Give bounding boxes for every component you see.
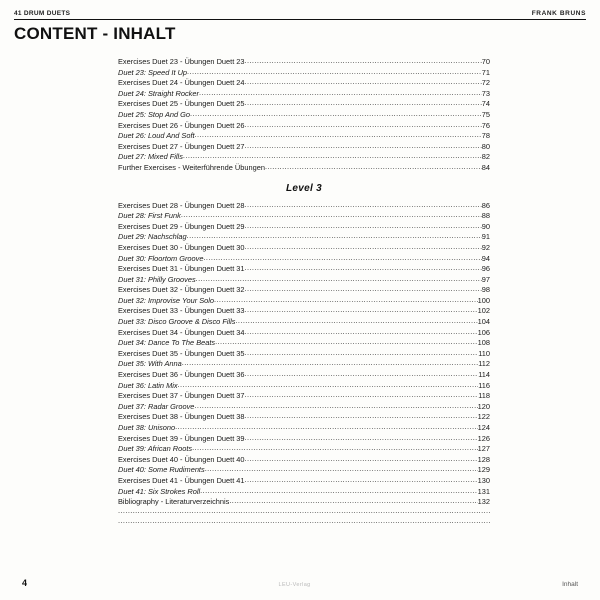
toc-entry-label: Exercises Duet 26 - Übungen Duett 26 <box>118 120 245 130</box>
leader-dots <box>245 58 482 67</box>
leader-dots <box>199 89 482 98</box>
leader-dots <box>245 79 482 88</box>
leader-dots <box>245 477 478 486</box>
leader-dots <box>245 100 482 109</box>
list-item[interactable] <box>118 110 490 121</box>
list-item[interactable] <box>118 497 490 508</box>
list-item[interactable] <box>118 381 490 392</box>
toc-entry-label: Exercises Duet 24 - Übungen Duett 24 <box>118 78 245 88</box>
toc-entry-label: Duet 32: Improvise Your Solo <box>118 295 214 305</box>
leader-dots <box>245 121 482 130</box>
toc-entry-label: Exercises Duet 37 - Übungen Duett 37 <box>118 391 245 401</box>
list-item[interactable] <box>118 434 490 445</box>
toc-entry-page: 108 <box>477 338 490 348</box>
leader-dots <box>245 455 478 464</box>
toc-entry-label: Exercises Duet 27 - Übungen Duett 27 <box>118 141 245 151</box>
toc-entry-page: 88 <box>481 211 490 221</box>
leader-dots <box>181 212 482 221</box>
toc-entry-label: Exercises Duet 30 - Übungen Duett 30 <box>118 242 245 252</box>
list-item[interactable] <box>118 296 490 307</box>
toc-entry-page: 73 <box>481 88 490 98</box>
toc-entry-label: Exercises Duet 39 - Übungen Duett 39 <box>118 433 245 443</box>
toc-entry-page: 120 <box>477 401 490 411</box>
toc-entry-page: 71 <box>481 67 490 77</box>
toc-entry-page: 75 <box>481 109 490 119</box>
toc-entry-page: 96 <box>481 264 490 274</box>
leader-dots <box>187 68 482 77</box>
toc-entry-label: Bibliography - Literaturverzeichnis <box>118 497 230 507</box>
toc-entry-page: 98 <box>481 285 490 295</box>
list-item[interactable] <box>118 131 490 142</box>
list-item[interactable] <box>118 328 490 339</box>
toc-entry-label: Duet 30: Floortom Groove <box>118 253 204 263</box>
leader-dots <box>178 381 479 390</box>
leader-dots <box>265 164 482 173</box>
toc-entry-page: 106 <box>477 327 490 337</box>
toc-entry-label: Duet 40: Some Rudiments <box>118 465 205 475</box>
toc-entry-label: Exercises Duet 33 - Übungen Duett 33 <box>118 306 245 316</box>
leader-dots <box>245 349 479 358</box>
footer-page-number: 4 <box>22 578 28 588</box>
toc-entry-page: 124 <box>477 423 490 432</box>
toc-entry-label: Exercises Duet 23 - Übungen Duett 23 <box>118 57 245 66</box>
toc-entry-page: 78 <box>481 131 490 141</box>
leader-dots <box>245 328 478 337</box>
leader-dots <box>245 413 478 422</box>
toc-entry-page: 82 <box>481 152 490 162</box>
toc-entry-page: 128 <box>477 454 490 464</box>
toc-entry-label: Duet 24: Straight Rocker <box>118 88 199 98</box>
toc-entry-page: 110 <box>478 348 490 358</box>
toc-entry-label: Duet 39: African Roots <box>118 444 193 454</box>
list-item[interactable] <box>118 275 490 286</box>
toc-entry-page: 84 <box>481 162 490 172</box>
page-header <box>14 10 586 20</box>
toc-entry-label: Further Exercises - Weiterführende Übungen <box>118 162 265 172</box>
leader-dots <box>245 244 482 253</box>
list-item[interactable] <box>118 201 490 212</box>
toc-section-continued <box>118 57 490 174</box>
leader-dots <box>118 518 490 527</box>
toc-entry-label: Duet 35: With Anna <box>118 359 182 369</box>
toc-entry-label: Exercises Duet 34 - Übungen Duett 34 <box>118 327 245 337</box>
toc-entry-label: Duet 25: Stop And Go <box>118 109 191 119</box>
list-item[interactable] <box>118 99 490 110</box>
list-item[interactable] <box>118 222 490 233</box>
header-author: FRANK BRUNS <box>531 10 586 17</box>
toc-entry-label: Duet 41: Six Strokes Roll <box>118 486 201 496</box>
leader-dots <box>200 487 478 496</box>
leader-dots <box>245 265 482 274</box>
toc-entry-label: Exercises Duet 35 - Übungen Duett 35 <box>118 348 245 358</box>
toc-entry-page: 90 <box>481 221 490 231</box>
toc-entry-page: 129 <box>477 465 490 475</box>
leader-dots <box>245 434 478 443</box>
footer-section-label: Inhalt <box>562 581 578 588</box>
list-item[interactable] <box>118 391 490 402</box>
toc-entry-page: 74 <box>481 99 490 109</box>
toc-entry-page: 94 <box>481 253 490 263</box>
leader-dots <box>183 153 482 162</box>
toc-entry-page: 102 <box>477 306 490 316</box>
leader-dots <box>215 339 478 348</box>
toc-entry-page: 131 <box>477 486 490 496</box>
list-item[interactable] <box>118 508 490 518</box>
list-item[interactable] <box>118 285 490 296</box>
list-item[interactable] <box>118 444 490 455</box>
list-item[interactable] <box>118 359 490 370</box>
leader-dots <box>245 142 482 151</box>
toc-entry-label: Exercises Duet 38 - Übungen Duett 38 <box>118 412 245 422</box>
list-item[interactable] <box>118 476 490 487</box>
toc-entry-label: Duet 37: Radar Groove <box>118 401 195 411</box>
leader-dots <box>175 424 478 433</box>
leader-dots <box>195 132 482 141</box>
toc-entry-label: Duet 28: First Funk <box>118 211 181 221</box>
toc-entry-page: 126 <box>477 433 490 443</box>
toc-entry-page: 127 <box>477 444 490 454</box>
leader-dots <box>245 222 482 231</box>
list-item[interactable] <box>118 518 490 528</box>
leader-dots <box>229 498 477 507</box>
leader-dots <box>203 254 481 263</box>
leader-dots <box>245 371 479 380</box>
leader-dots <box>235 318 477 327</box>
list-item[interactable] <box>118 412 490 423</box>
toc-entry-label: Exercises Duet 40 - Übungen Duett 40 <box>118 454 245 464</box>
list-item[interactable] <box>118 370 490 381</box>
toc-entry-page: 86 <box>481 200 490 210</box>
toc-entry-page: 130 <box>477 475 490 485</box>
list-item[interactable] <box>118 89 490 100</box>
toc-entry-page: 116 <box>478 380 490 390</box>
toc-entry-label: Duet 29: Nachschlag <box>118 232 187 242</box>
list-item[interactable] <box>118 349 490 360</box>
list-item[interactable] <box>118 121 490 132</box>
leader-dots <box>190 111 482 120</box>
leader-dots <box>192 445 478 454</box>
toc-entry-label: Duet 27: Mixed Fills <box>118 152 183 162</box>
list-item[interactable] <box>118 211 490 222</box>
list-item[interactable] <box>118 455 490 466</box>
toc-entry-label: Exercises Duet 28 - Übungen Duett 28 <box>118 200 245 210</box>
toc-entry-page: 118 <box>478 391 490 401</box>
list-item[interactable] <box>118 78 490 89</box>
toc-entry-label: Exercises Duet 32 - Übungen Duett 32 <box>118 285 245 295</box>
toc-entry-label: Duet 33: Disco Groove & Disco Fills <box>118 317 236 327</box>
list-item[interactable] <box>118 232 490 243</box>
toc-entry-label: Duet 38: Unisono <box>118 423 176 432</box>
leader-dots <box>118 508 490 517</box>
list-item[interactable] <box>118 264 490 275</box>
list-item[interactable] <box>118 163 490 174</box>
list-item[interactable] <box>118 338 490 349</box>
toc-entry-page: 72 <box>481 78 490 88</box>
toc-entry-page: 76 <box>481 120 490 130</box>
toc-entry-page: 92 <box>481 242 490 252</box>
page-footer <box>0 578 600 588</box>
toc-entry-label: Exercises Duet 36 - Übungen Duett 36 <box>118 370 245 380</box>
toc-entry-label: Duet 34: Dance To The Beats <box>118 338 216 348</box>
toc-entry-page: 91 <box>481 232 490 242</box>
leader-dots <box>245 307 478 316</box>
toc-entry-label: Exercises Duet 29 - Übungen Duett 29 <box>118 221 245 231</box>
list-item[interactable] <box>118 243 490 254</box>
list-item[interactable] <box>118 423 490 434</box>
leader-dots <box>194 402 477 411</box>
toc-entry-page: 80 <box>481 141 490 151</box>
leader-dots <box>182 360 478 369</box>
leader-dots <box>214 296 478 305</box>
toc-entry-label: Exercises Duet 41 - Übungen Duett 41 <box>118 475 245 485</box>
header-book-title: 41 DRUM DUETS <box>14 10 71 17</box>
table-of-contents <box>14 57 586 528</box>
page-title: CONTENT - INHALT <box>14 24 176 43</box>
toc-entry-label: Duet 36: Latin Mix <box>118 380 178 390</box>
toc-entry-label: Duet 23: Speed It Up <box>118 67 188 77</box>
toc-entry-page: 114 <box>478 370 490 380</box>
leader-dots <box>245 286 482 295</box>
toc-entry-page: 97 <box>481 274 490 284</box>
toc-entry-page: 122 <box>477 412 490 422</box>
toc-entry-label: Duet 26: Loud And Soft <box>118 131 195 141</box>
leader-dots <box>196 275 482 284</box>
toc-entry-page: 112 <box>478 359 490 369</box>
leader-dots <box>245 392 479 401</box>
toc-level-heading: Level 3 <box>285 182 322 194</box>
list-item[interactable] <box>118 68 490 79</box>
list-item[interactable] <box>118 317 490 328</box>
list-item[interactable] <box>118 254 490 265</box>
toc-entry-label: Duet 31: Philly Grooves <box>118 274 196 284</box>
toc-entry-label: Exercises Duet 31 - Übungen Duett 31 <box>118 264 245 274</box>
list-item[interactable] <box>118 152 490 163</box>
list-item[interactable] <box>118 402 490 413</box>
leader-dots <box>245 201 482 210</box>
toc-entry-page: 132 <box>477 497 490 507</box>
toc-entry-page: 100 <box>477 295 490 305</box>
leader-dots <box>187 233 482 242</box>
list-item[interactable] <box>118 57 490 68</box>
toc-entry-page: 104 <box>477 317 490 327</box>
list-item[interactable] <box>118 142 490 153</box>
list-item[interactable] <box>118 487 490 498</box>
toc-section-level3 <box>118 201 490 528</box>
toc-entry-label: Exercises Duet 25 - Übungen Duett 25 <box>118 99 245 109</box>
footer-publisher: LEU-Verlag <box>278 582 311 588</box>
list-item[interactable] <box>118 465 490 476</box>
leader-dots <box>205 466 478 475</box>
toc-entry-page: 70 <box>481 57 490 66</box>
list-item[interactable] <box>118 306 490 317</box>
